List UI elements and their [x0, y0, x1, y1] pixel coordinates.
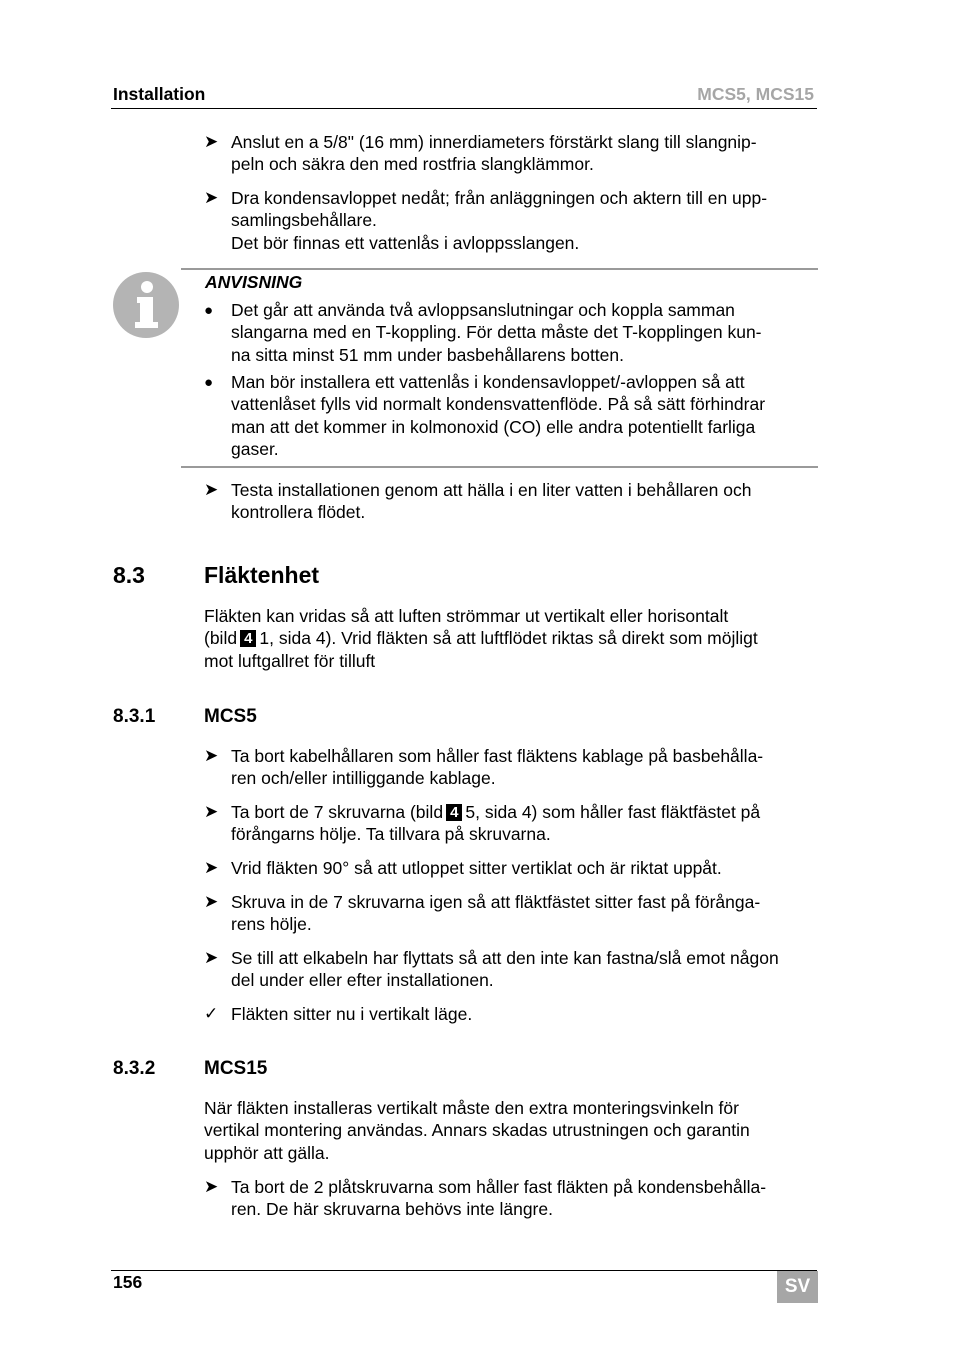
note-top-rule	[181, 268, 818, 270]
step-line: del under eller efter installationen.	[231, 970, 494, 991]
paragraph-line: Fläkten kan vridas så att luften strömmar ut vertikalt eller horisontalt	[204, 606, 729, 626]
step-route-drain	[204, 187, 820, 254]
language-badge: SV	[777, 1271, 818, 1303]
arrow-marker-icon: ➤	[204, 1177, 219, 1196]
heading-title: MCS5	[204, 706, 257, 727]
header-model-names: MCS5, MCS15	[697, 84, 814, 104]
step-line: ren. De här skruvarna behövs inte längre.	[231, 1199, 553, 1220]
paragraph-line: (bild 4 1, sida 4). Vrid fläkten så att luftflödet riktas så direkt som möjligt	[204, 628, 758, 649]
arrow-marker-icon: ➤	[204, 802, 219, 821]
step-line: Vrid fläkten 90° så att utloppet sitter vertiklat och är riktat uppåt.	[231, 858, 722, 878]
note-bottom-rule	[181, 466, 818, 468]
step-connect-hose	[204, 131, 820, 176]
note-line: na sitta minst 51 mm under basbehållarens botten.	[231, 344, 624, 365]
paragraph-line: När fläkten installeras vertikalt måste den extra monteringsvinkeln för	[204, 1098, 739, 1118]
paragraph-mounting-bracket	[204, 1097, 820, 1164]
arrow-marker-icon: ➤	[204, 132, 219, 151]
result-fan-vertical	[204, 1003, 820, 1025]
heading-number: 8.3.1	[113, 706, 156, 727]
step-line: Skruva in de 7 skruvarna igen så att fläktfästet sitter fast på förånga-	[231, 892, 761, 912]
arrow-marker-icon: ➤	[204, 746, 219, 765]
note-line: slangarna med en T-koppling. För detta måste det T-kopplingen kun-	[231, 322, 762, 343]
heading-number: 8.3	[113, 562, 145, 588]
step-line: rens hölje.	[231, 914, 312, 935]
arrow-marker-icon: ➤	[204, 480, 219, 499]
step-line: Det bör finnas ett vattenlås i avloppsslangen.	[231, 232, 580, 253]
step-line: peln och säkra den med rostfria slangklämmor.	[231, 154, 594, 175]
header-rule	[111, 108, 817, 109]
step-line: Ta bort kabelhållaren som håller fast fläktens kablage på basbehålla-	[231, 746, 764, 766]
figure-reference-badge: 4	[446, 804, 462, 821]
step-line: förångarns hölje. Ta tillvara på skruvarna.	[231, 824, 551, 845]
step-remove-sheet-screws	[204, 1176, 820, 1221]
info-icon	[113, 272, 179, 338]
page-number: 156	[113, 1272, 143, 1292]
note-bullet-t-coupling	[204, 299, 820, 366]
step-line: samlingsbehållare.	[231, 210, 377, 231]
step-line: Ta bort de 7 skruvarna (bild 4 5, sida 4) som håller fast fläktfästet på	[231, 802, 761, 822]
note-line: man att det kommer in kolmonoxid (CO) elle andra potentiellt farliga	[231, 416, 756, 437]
heading-title: MCS15	[204, 1058, 268, 1079]
step-rotate-fan	[204, 857, 820, 879]
note-bullet-water-trap	[204, 371, 820, 461]
header-section-title: Installation	[113, 84, 206, 104]
note-line: Det går att använda två avloppsanslutningar och koppla samman	[231, 300, 735, 320]
arrow-marker-icon: ➤	[204, 188, 219, 207]
step-line: Ta bort de 2 plåtskruvarna som håller fast fläkten på kondensbehålla-	[231, 1177, 767, 1197]
heading-title: Fläktenhet	[204, 562, 320, 588]
paragraph-fan-rotation	[204, 605, 820, 672]
checkmark-icon: ✓	[204, 1004, 219, 1023]
note-line: vattenlåset fylls vid normalt kondensvattenflöde. På så sätt förhindrar	[231, 394, 766, 415]
step-line: Testa installationen genom att hälla i en liter vatten i behållaren och	[231, 480, 752, 500]
result-line: Fläkten sitter nu i vertikalt läge.	[231, 1004, 473, 1024]
note-line: gaser.	[231, 439, 279, 460]
step-remove-cable-holder	[204, 745, 820, 790]
note-title: ANVISNING	[205, 272, 303, 292]
step-line: kontrollera flödet.	[231, 502, 366, 523]
heading-number: 8.3.2	[113, 1058, 156, 1079]
step-remove-screws	[204, 801, 820, 846]
step-line: Se till att elkabeln har flyttats så att den inte kan fastna/slå emot någon	[231, 948, 779, 968]
paragraph-line: mot luftgallret för tilluft	[204, 650, 376, 671]
step-check-cable	[204, 947, 820, 992]
arrow-marker-icon: ➤	[204, 892, 219, 911]
bullet-dot-icon: ●	[204, 374, 214, 391]
step-reinstall-screws	[204, 891, 820, 936]
step-line: Dra kondensavloppet nedåt; från anläggningen och aktern till en upp-	[231, 188, 768, 208]
arrow-marker-icon: ➤	[204, 858, 219, 877]
note-line: Man bör installera ett vattenlås i kondensavloppet/-avloppen så att	[231, 372, 745, 392]
paragraph-line: vertikal montering användas. Annars skadas utrustningen och garantin	[204, 1120, 750, 1141]
paragraph-line: upphör att gälla.	[204, 1142, 330, 1163]
step-test-installation	[204, 479, 820, 524]
arrow-marker-icon: ➤	[204, 948, 219, 967]
figure-reference-badge: 4	[240, 630, 256, 647]
bullet-dot-icon: ●	[204, 302, 214, 319]
step-line: Anslut en a 5/8" (16 mm) innerdiameters förstärkt slang till slangnip-	[231, 132, 757, 152]
footer-rule	[111, 1270, 817, 1271]
step-line: ren och/eller intilliggande kablage.	[231, 768, 496, 789]
